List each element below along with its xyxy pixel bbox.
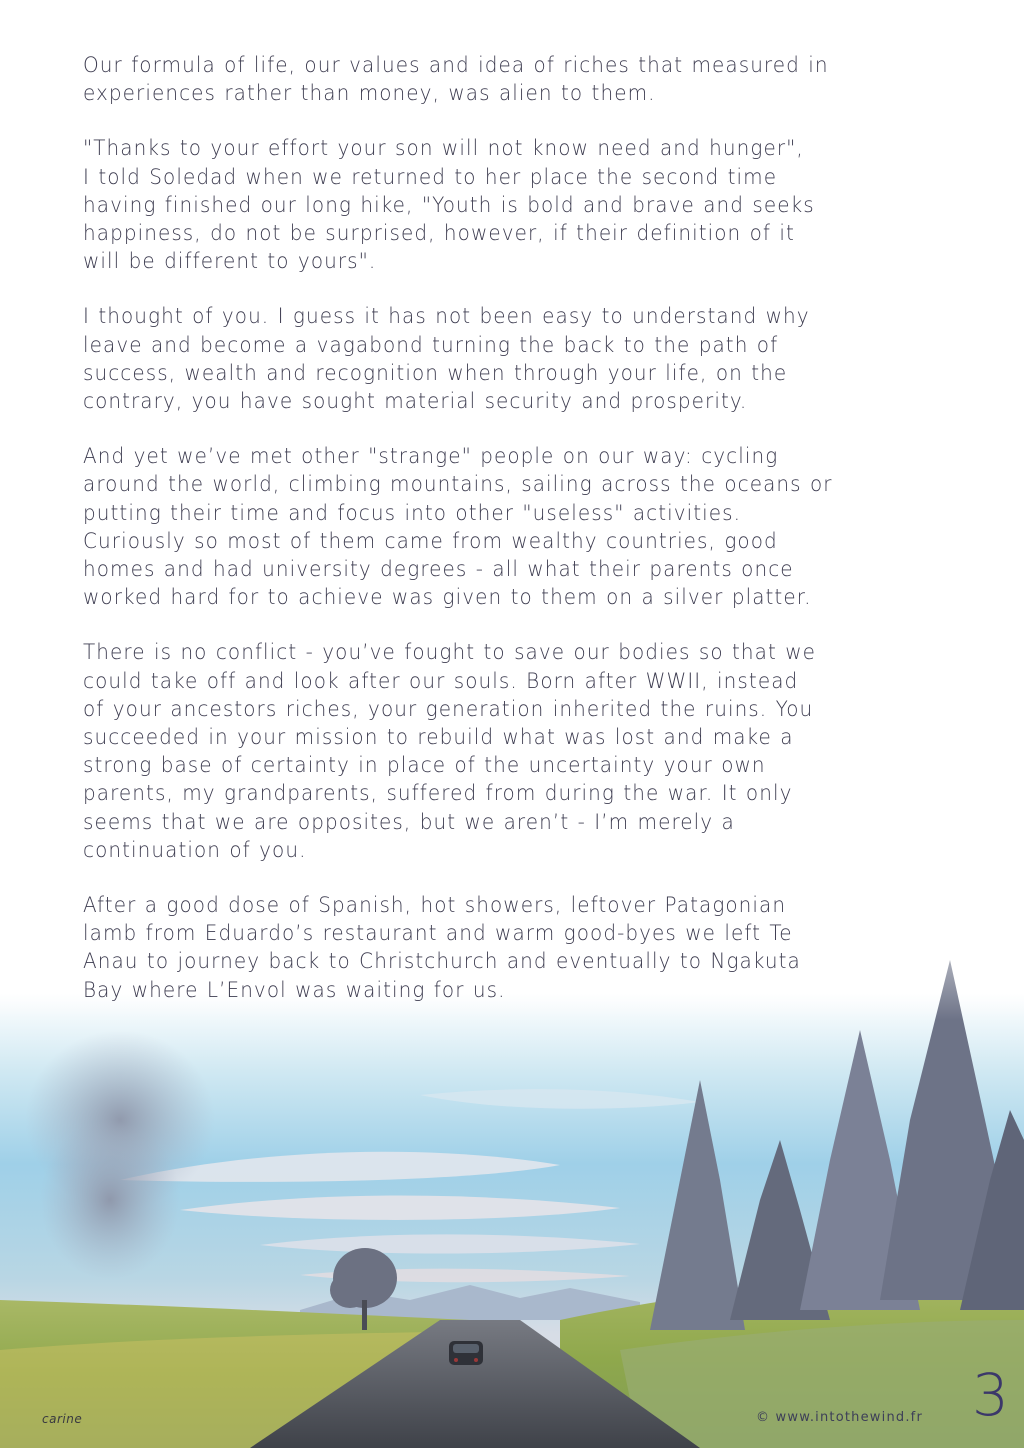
text-line: After a good dose of Spanish, hot showers, leftover Patagonian — [83, 893, 787, 919]
text-line: continuation of you. — [83, 837, 307, 863]
text-line: Anau to journey back to Christchurch and eventually to Ngakuta — [83, 949, 801, 975]
body-text — [83, 52, 963, 1032]
text-line: lamb from Eduardo’s restaurant and warm good-byes we left Te — [83, 921, 793, 947]
text-line: experiences rather than money, was alien to them. — [83, 81, 656, 107]
text-line: Bay where L’Envol was waiting for us. — [83, 977, 506, 1003]
paragraph — [83, 135, 963, 276]
text-line: worked hard for to achieve was given to them on a silver platter. — [83, 585, 812, 611]
text-line: homes and had university degrees - all what their parents once — [83, 557, 794, 583]
text-line: parents, my grandparents, suffered from during the war. It only — [83, 781, 793, 807]
text-line: contrary, you have sought material security and prosperity. — [83, 389, 748, 415]
text-line: could take off and look after our souls. Born after WWII, instead — [83, 668, 799, 694]
text-line: of your ancestors riches, your generation inherited the ruins. You — [83, 696, 814, 722]
text-line: around the world, climbing mountains, sailing across the oceans or — [83, 472, 833, 498]
text-line: will be different to yours". — [83, 249, 377, 275]
page-number: 3 — [972, 1361, 1009, 1429]
text-line: Curiously so most of them came from wealthy countries, good — [83, 528, 778, 554]
paragraph — [83, 892, 963, 1005]
text-line: leave and become a vagabond turning the back to the path of — [83, 332, 779, 358]
text-line: There is no conflict - you’ve fought to save our bodies so that we — [83, 640, 817, 666]
text-line: And yet we’ve met other "strange" people on our way: cycling — [83, 444, 779, 470]
text-line: I told Soledad when we returned to her place the second time — [83, 164, 778, 190]
paragraph — [83, 303, 963, 416]
paragraph — [83, 639, 963, 865]
text-line: putting their time and focus into other "useless" activities. — [83, 500, 742, 526]
text-line: Our formula of life, our values and idea of riches that measured in — [83, 53, 829, 78]
website-credit: © www.intothewind.fr — [756, 1410, 923, 1425]
paragraph — [83, 443, 963, 612]
text-line: succeeded in your mission to rebuild what was lost and make a — [83, 725, 794, 751]
text-line: strong base of certainty in place of the uncertainty your own — [83, 753, 766, 779]
text-line: success, wealth and recognition when through your life, on the — [83, 360, 788, 386]
paragraph — [83, 52, 963, 108]
text-line: "Thanks to your effort your son will not know need and hunger", — [83, 136, 804, 162]
text-line: having finished our long hike, "Youth is bold and brave and seeks — [83, 192, 815, 218]
text-line: happiness, do not be surprised, however, if their definition of it — [83, 221, 795, 247]
text-line: I thought of you. I guess it has not been easy to understand why — [83, 304, 810, 330]
artist-signature: carine — [42, 1412, 83, 1426]
text-line: seems that we are opposites, but we aren’t - I’m merely a — [83, 809, 735, 835]
car — [449, 1341, 483, 1365]
